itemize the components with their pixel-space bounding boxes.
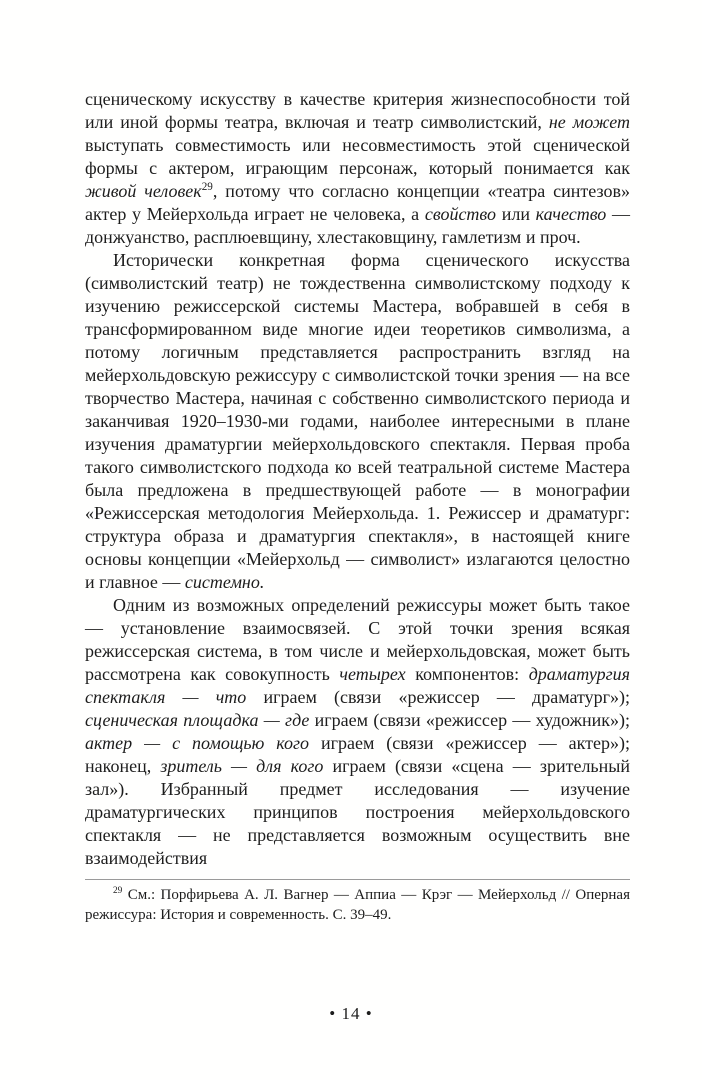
paragraph: Исторически конкретная форма сценического искусства (символистский театр) не тождественна символистскому подходу к изучению режиссерской системы Мастера, вобравшей в себя в трансформированном виде многие идеи теоретиков символизма, а потому логичным представляется распространить взгляд на мейерхольдовскую режиссуру с символистской точки зрения — на все творчество Мастера, начиная с собственно символистского периода и заканчивая 1920–1930-ми годами, наиболее интересными в плане изучения драматургии мейерхольдовского спектакля. Первая проба такого символистского подхода ко всей театральной системе Мастера была предложена в предшествующей работе — в монографии «Режиссерская методология Мейерхольда. 1. Режиссер и драматург: структура образа и драматургия спектакля», в настоящей книге основы концепции «Мейерхольд — символист» излагаются целостно и главное — системно. — [85, 250, 630, 592]
paragraph: Одним из возможных определений режиссуры может быть такое — установление взаимосвязей. С этой точки зрения всякая режиссерская система, в том числе и мейерхольдовская, может быть рассмотрена как совокупность четырех компонентов: драматургия спектакля — что играем (связи «режиссер — драматург»); сценическая площадка — где играем (связи «режиссер — художник»); актер — с помощью кого играем (связи «режиссер — актер»); наконец, зритель — для кого играем (связи «сцена — зрительный зал»). Избранный предмет исследования — изучение драматургических принципов построения мейерхольдовского спектакля — не представляется возможным осуществить вне взаимодействия — [85, 595, 631, 868]
footnote-block — [85, 879, 630, 925]
footnote-text: $^{29}$ См.: Порфирьева А. Л. Вагнер — Аппиа — Крэг — Мейерхольд // Оперная режиссура: История и современность. С. 39–49. — [85, 886, 630, 923]
page-number: • 14 • — [329, 1004, 373, 1023]
page-text-block — [85, 88, 630, 870]
paragraph-continuation: сценическому искусству в качестве критерия жизнеспособности той или иной формы театра, включая и театр символистский, не может выступать совместимость или несовместимость этой сценической формы с актером, играющим персонаж, который понимается как живой человек$^{29}$, потому что согласно концепции «театра синтезов» актер у Мейерхольда играет не человека, а свойство или качество — донжуанство, расплюевщину, хлестаковщину, гамлетизм и проч. — [85, 89, 631, 247]
footnote-separator — [85, 879, 630, 880]
